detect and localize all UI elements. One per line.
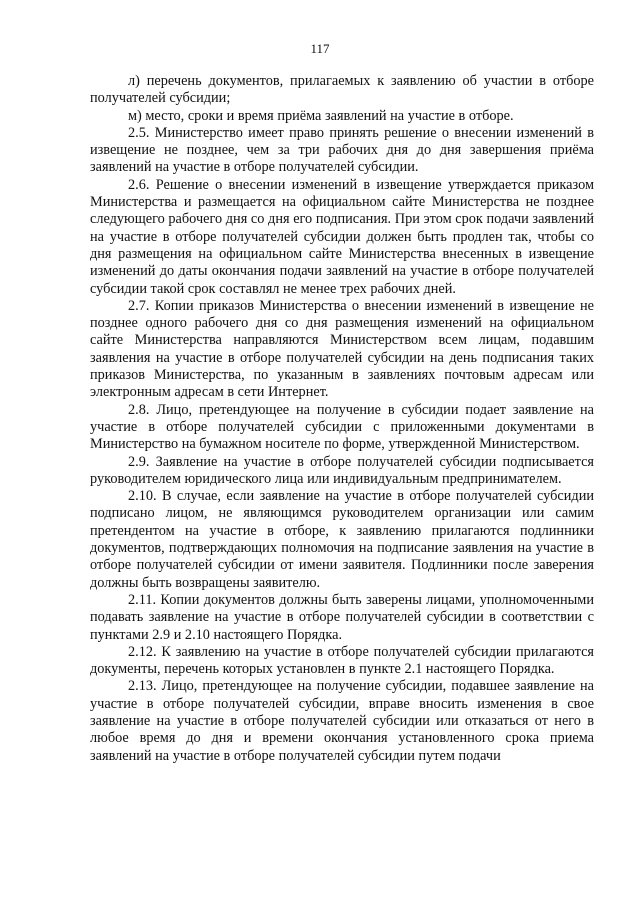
document-body [90, 73, 594, 765]
paragraph-item-m: м) место, сроки и время приёма заявлений на участие в отборе. [128, 107, 514, 124]
paragraph-2-11: 2.11. Копии документов должны быть заверены лицами, уполномоченными подавать заявление на участие в отборе получателей субсидии в соответствии с пунктами 2.9 и 2.10 настоящего Порядка. [90, 591, 594, 643]
paragraph-2-12: 2.12. К заявлению на участие в отборе получателей субсидии прилагаются документы, перечень которых установлен в пункте 2.1 настоящего Порядка. [90, 643, 594, 678]
paragraph-item-l: л) перечень документов, прилагаемых к заявлению об участии в отборе получателей субсидии; [90, 73, 594, 107]
paragraph-2-6: 2.6. Решение о внесении изменений в извещение утверждается приказом Министерства и размещается на официальном сайте Министерства не позднее следующего рабочего дня со дня его подписания. При этом срок подачи заявлений на участие в отборе получателей субсидии должен быть продлен так, чтобы со дня размещения на официальном сайте Министерства внесенных в извещение изменений до даты окончания подачи заявлений на участие в отборе получателей субсидии такой срок составлял не менее трех рабочих дней. [90, 176, 594, 297]
paragraph-2-10: 2.10. В случае, если заявление на участие в отборе получателей субсидии подписано лицом, не являющимся руководителем организации или самим претендентом на участие в отборе, к заявлению прилагаются подлинники документов, подтверждающих полномочия на подписание заявления на участие в отборе получателей субсидии от имени заявителя. Подлинники после заверения должны быть возвращены заявителю. [90, 488, 594, 591]
paragraph-2-13: 2.13. Лицо, претендующее на получение субсидии, подавшее заявление на участие в отборе получателей субсидии, вправе вносить изменения в свое заявление на участие в отборе получателей субсидии или отказаться от него в любое время до дня и времени окончания установленного срока приема заявлений на участие в отборе получателей субсидии путем подачи [90, 678, 594, 764]
paragraph-2-8: 2.8. Лицо, претендующее на получение в субсидии подает заявление на участие в отборе получателей субсидии с приложенными документами в Министерство на бумажном носителе по форме, утвержденной Министерством. [90, 401, 594, 453]
paragraph-2-9: 2.9. Заявление на участие в отборе получателей субсидии подписывается руководителем юридического лица или индивидуальным предпринимателем. [90, 453, 594, 487]
page-number: 117 [310, 41, 330, 56]
paragraph-2-7: 2.7. Копии приказов Министерства о внесении изменений в извещение не позднее одного рабочего дня со дня размещения изменений на официальном сайте Министерства направляются Министерством всем лицам, подавшим заявления на участие в отборе получателей субсидии на день подписания таких приказов Министерства, по указанным в заявлениях почтовым адресам или электронным адресам в сети Интернет. [90, 297, 594, 401]
paragraph-2-5: 2.5. Министерство имеет право принять решение о внесении изменений в извещение не позднее, чем за три рабочих дня до дня завершения приёма заявлений на участие в отборе получателей субсидии. [90, 124, 594, 176]
